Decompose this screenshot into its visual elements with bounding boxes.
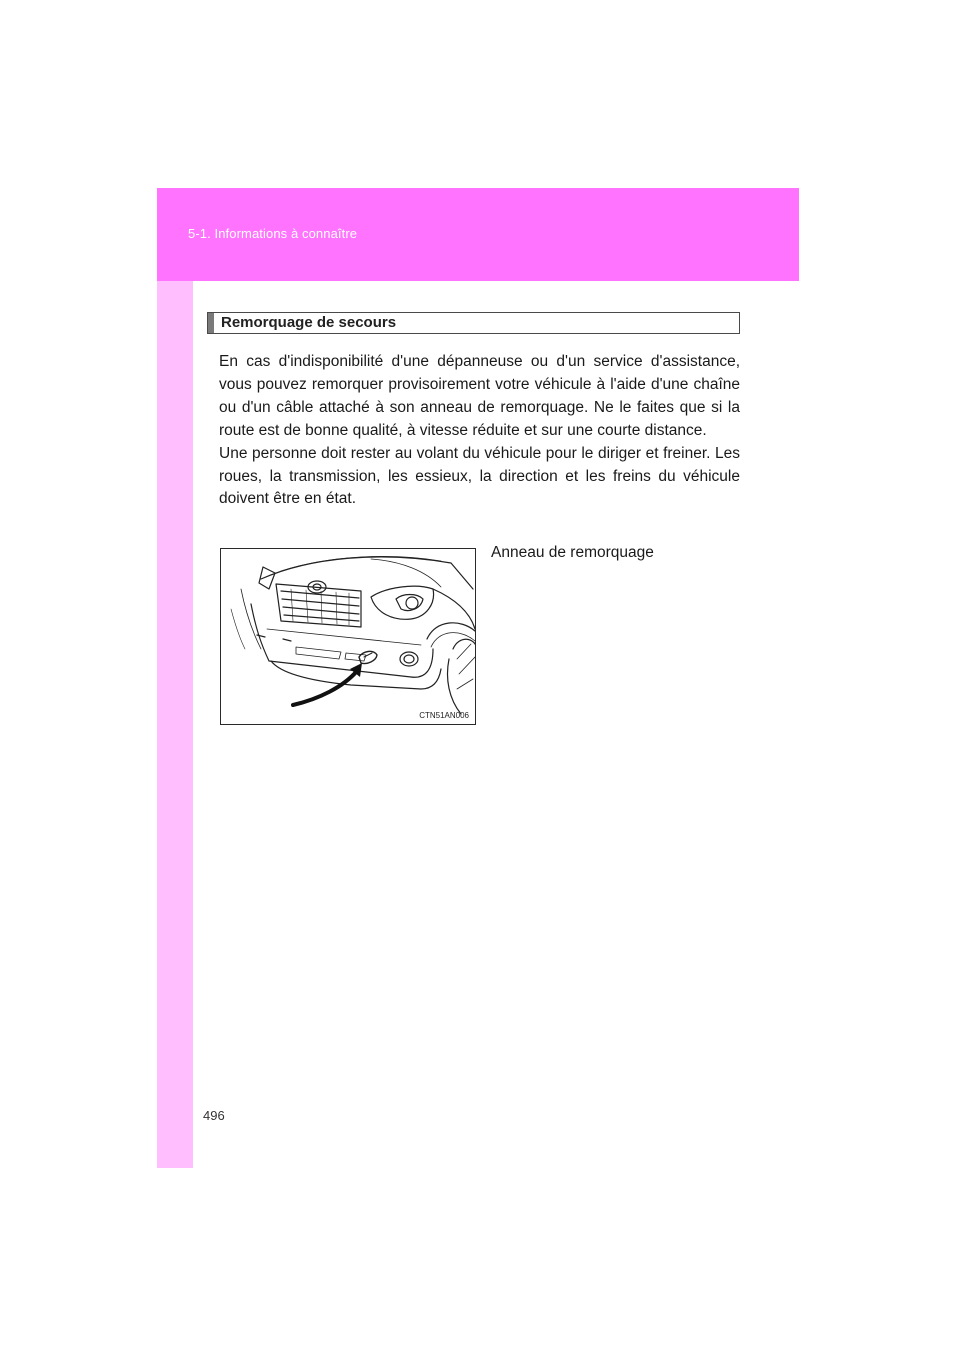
figure-callout-label: Anneau de remorquage	[491, 544, 654, 561]
section-breadcrumb: 5-1. Informations à connaître	[188, 226, 358, 241]
body-text	[219, 351, 740, 511]
page-number: 496	[203, 1108, 225, 1123]
paragraph-2: Une personne doit rester au volant du véhicule pour le diriger et freiner. Les roues, la transmission, les essieux, la direction et les freins du véhicule doivent être en état.	[219, 444, 740, 508]
car-front-drawing	[221, 549, 476, 725]
figure-code: CTN51AN006	[419, 711, 469, 720]
side-margin-strip	[157, 281, 193, 1168]
section-heading	[207, 312, 740, 334]
car-front-illustration	[220, 548, 476, 725]
section-title: Remorquage de secours	[221, 314, 397, 331]
paragraph-1: En cas d'indisponibilité d'une dépanneuse ou d'un service d'assistance, vous pouvez remorquer provisoirement votre véhicule à l'aide d'une chaîne ou d'un câble attaché à son anneau de remorquage. Ne le faites que si la route est de bonne qualité, à vitesse réduite et sur une courte distance.	[219, 353, 740, 439]
page-header	[157, 188, 799, 281]
heading-accent-bar	[208, 313, 214, 333]
